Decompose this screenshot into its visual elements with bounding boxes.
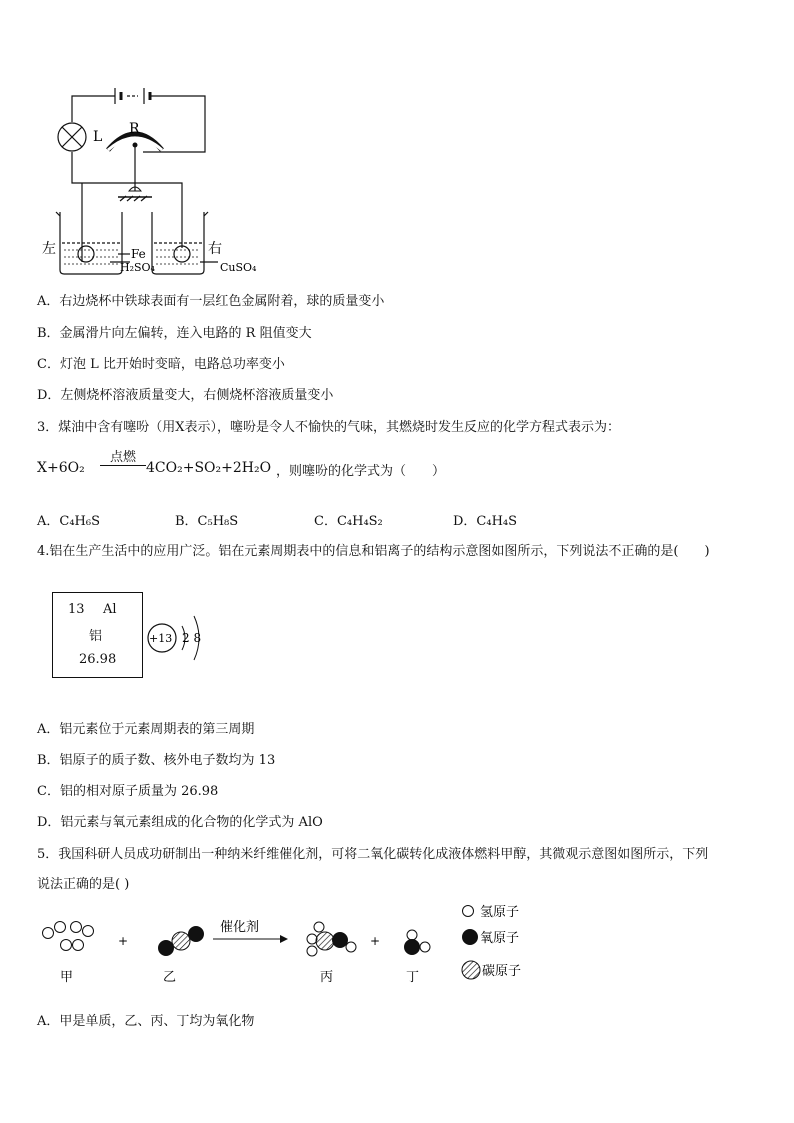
q4-option-d: D．铝元素与氧元素组成的化合物的化学式为 AlO — [37, 815, 323, 830]
legend-oxygen: 氧原子 — [480, 931, 520, 946]
q5-stem-line1: 5．我国科研人员成功研制出一种纳米纤维催化剂，可将二氧化碳转化成液体燃料甲醇，其微观示意图如图所示，下列 — [37, 847, 709, 862]
plus-sign-1: + — [118, 934, 129, 948]
resistor-label: R — [129, 121, 140, 137]
fe-label: Fe — [131, 247, 146, 261]
q4-option-a: A．铝元素位于元素周期表的第三周期 — [37, 722, 255, 737]
electron-shells: 2 8 — [182, 631, 202, 645]
q3-option-d: D．C₄H₄S — [453, 514, 518, 529]
atomic-number: 13 — [68, 602, 85, 617]
lamp-label: L — [93, 129, 103, 145]
q3-option-b: B．C₅H₈S — [175, 514, 239, 529]
plus-sign-2: + — [370, 934, 381, 948]
label-yi: 乙 — [163, 970, 177, 985]
q3-equation-right: 4CO₂+SO₂+2H₂O — [146, 460, 272, 476]
label-ding: 丁 — [406, 970, 420, 985]
q3-option-c: C．C₄H₄S₂ — [314, 514, 383, 529]
q2-option-b: B．金属滑片向左偏转，连入电路的 R 阻值变大 — [37, 326, 312, 341]
legend-carbon: 碳原子 — [482, 964, 522, 979]
atomic-mass: 26.98 — [79, 652, 117, 667]
aluminum-ion-structure — [140, 600, 220, 680]
q5-option-a: A．甲是单质，乙、丙、丁均为氧化物 — [37, 1014, 255, 1029]
label-jia: 甲 — [60, 970, 74, 985]
label-bing: 丙 — [320, 970, 334, 985]
lamp-icon — [58, 123, 86, 151]
q4-option-c: C．铝的相对原子质量为 26.98 — [37, 784, 219, 799]
catalyst-label: 催化剂 — [220, 920, 260, 935]
legend-hydrogen: 氢原子 — [480, 905, 520, 920]
q2-option-d: D．左侧烧杯溶液质量变大，右侧烧杯溶液质量变小 — [37, 388, 334, 403]
q4-option-b: B．铝原子的质子数、核外电子数均为 13 — [37, 753, 276, 768]
q3-condition: 点燃 — [109, 450, 136, 465]
nucleus-charge: +13 — [149, 632, 173, 645]
reaction-diagram — [30, 895, 550, 995]
q3-equation-arrow — [100, 465, 146, 466]
element-symbol: Al — [103, 602, 117, 617]
q2-option-a: A．右边烧杯中铁球表面有一层红色金属附着，球的质量变小 — [37, 294, 385, 309]
q3-option-a: A．C₄H₆S — [37, 514, 101, 529]
q5-stem-line2: 说法正确的是( ) — [37, 877, 130, 892]
q2-option-c: C．灯泡 L 比开始时变暗，电路总功率变小 — [37, 357, 285, 372]
q4-stem: 4.铝在生产生活中的应用广泛。铝在元素周期表中的信息和铝离子的结构示意图如图所示，下列说法不正确的是( ) — [37, 544, 710, 559]
q3-equation-left: X+6O₂ — [37, 460, 85, 476]
periodic-table-cell — [52, 592, 143, 678]
q3-stem: 3．煤油中含有噻吩（用X表示），噻吩是令人不愉快的气味，其燃烧时发生反应的化学方程式表示为： — [37, 420, 621, 435]
circuit-diagram — [0, 0, 300, 290]
h2so4-label: H₂SO₄ — [120, 261, 155, 274]
element-name: 铝 — [89, 629, 103, 644]
cuso4-label: CuSO₄ — [220, 261, 257, 274]
q3-equation-tail: ，则噻吩的化学式为（ ） — [276, 464, 446, 479]
left-beaker-label: 左 — [42, 241, 56, 257]
right-beaker-label: 右 — [208, 241, 222, 257]
